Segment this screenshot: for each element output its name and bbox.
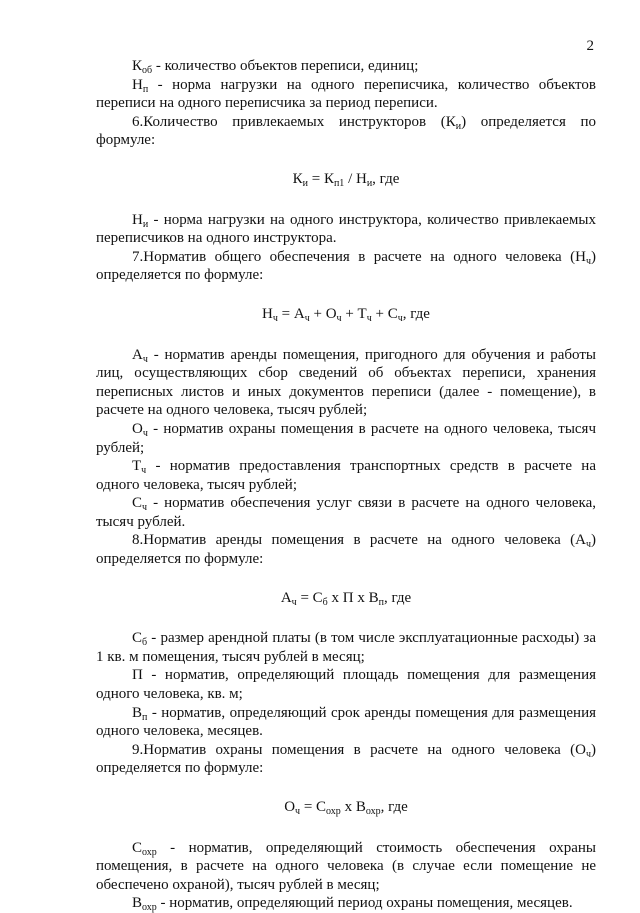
formula: $К_и = К_{п1} / Н_и$, где xyxy=(292,170,400,189)
paragraph: $О_ч$ - норматив охраны помещения в расчете на одного человека, тысяч рублей; xyxy=(96,420,596,456)
formula: $О_ч = С_{охр}$ х $В_{охр}$, где xyxy=(284,799,408,817)
paragraph: $Н_п$ - норма нагрузки на одного переписчика, количество объектов переписи на одного переписчика за период переписи. xyxy=(96,76,596,112)
paragraph: $В_{охр}$ - норматив, определяющий период охраны помещения, месяцев. xyxy=(132,895,573,913)
document-body xyxy=(96,57,596,913)
paragraph: $К_{об}$ - количество объектов переписи, единиц; xyxy=(132,58,419,76)
formula: $А_ч = С_б$ х П х $В_п$, где xyxy=(280,589,412,608)
paragraph: $А_ч$ - норматив аренды помещения, пригодного для обучения и работы лиц, осуществляющих сбор сведений об объектах переписи, хранения переписных листов и иных документов переписи (далее - помещение), в расчете на одного человека, тысяч рублей; xyxy=(96,346,596,419)
paragraph: $Н_и$ - норма нагрузки на одного инструктора, количество привлекаемых переписчиков на одного инструктора. xyxy=(96,211,596,247)
paragraph: $В_п$ - норматив, определяющий срок аренды помещения для размещения одного человека, месяцев. xyxy=(96,704,596,740)
formula: $Н_ч = А_ч + О_ч + Т_ч + С_ч$, где xyxy=(262,305,430,324)
page-number: 2 xyxy=(586,38,594,54)
paragraph: 8.Норматив аренды помещения в расчете на одного человека $(А_ч)$ определяется по формуле: xyxy=(96,532,596,568)
paragraph: 7.Норматив общего обеспечения в расчете на одного человека $(Н_ч)$ определяется по формуле: xyxy=(96,248,596,284)
paragraph: 9.Норматив охраны помещения в расчете на одного человека $(О_ч)$ определяется по формуле: xyxy=(96,741,596,777)
paragraph: 6.Количество привлекаемых инструкторов $(К_и)$ определяется по формуле: xyxy=(96,113,596,149)
paragraph: $Т_ч$ - норматив предоставления транспортных средств в расчете на одного человека, тысяч рублей; xyxy=(96,458,596,493)
paragraph: $С_ч$ - норматив обеспечения услуг связи в расчете на одного человека, тысяч рублей. xyxy=(96,495,596,530)
paragraph: П - норматив, определяющий площадь помещения для размещения одного человека, кв. м; xyxy=(96,667,596,703)
paragraph: $С_б$ - размер арендной платы (в том числе эксплуатационные расходы) за 1 кв. м помещения, тысяч рублей в месяц; xyxy=(96,630,596,665)
paragraph: $С_{охр}$ - норматив, определяющий стоимость обеспечения охраны помещения, в расчете на одного человека (в случае если помещение не обеспечено охраной), тысяч рублей в месяц; xyxy=(96,839,596,893)
